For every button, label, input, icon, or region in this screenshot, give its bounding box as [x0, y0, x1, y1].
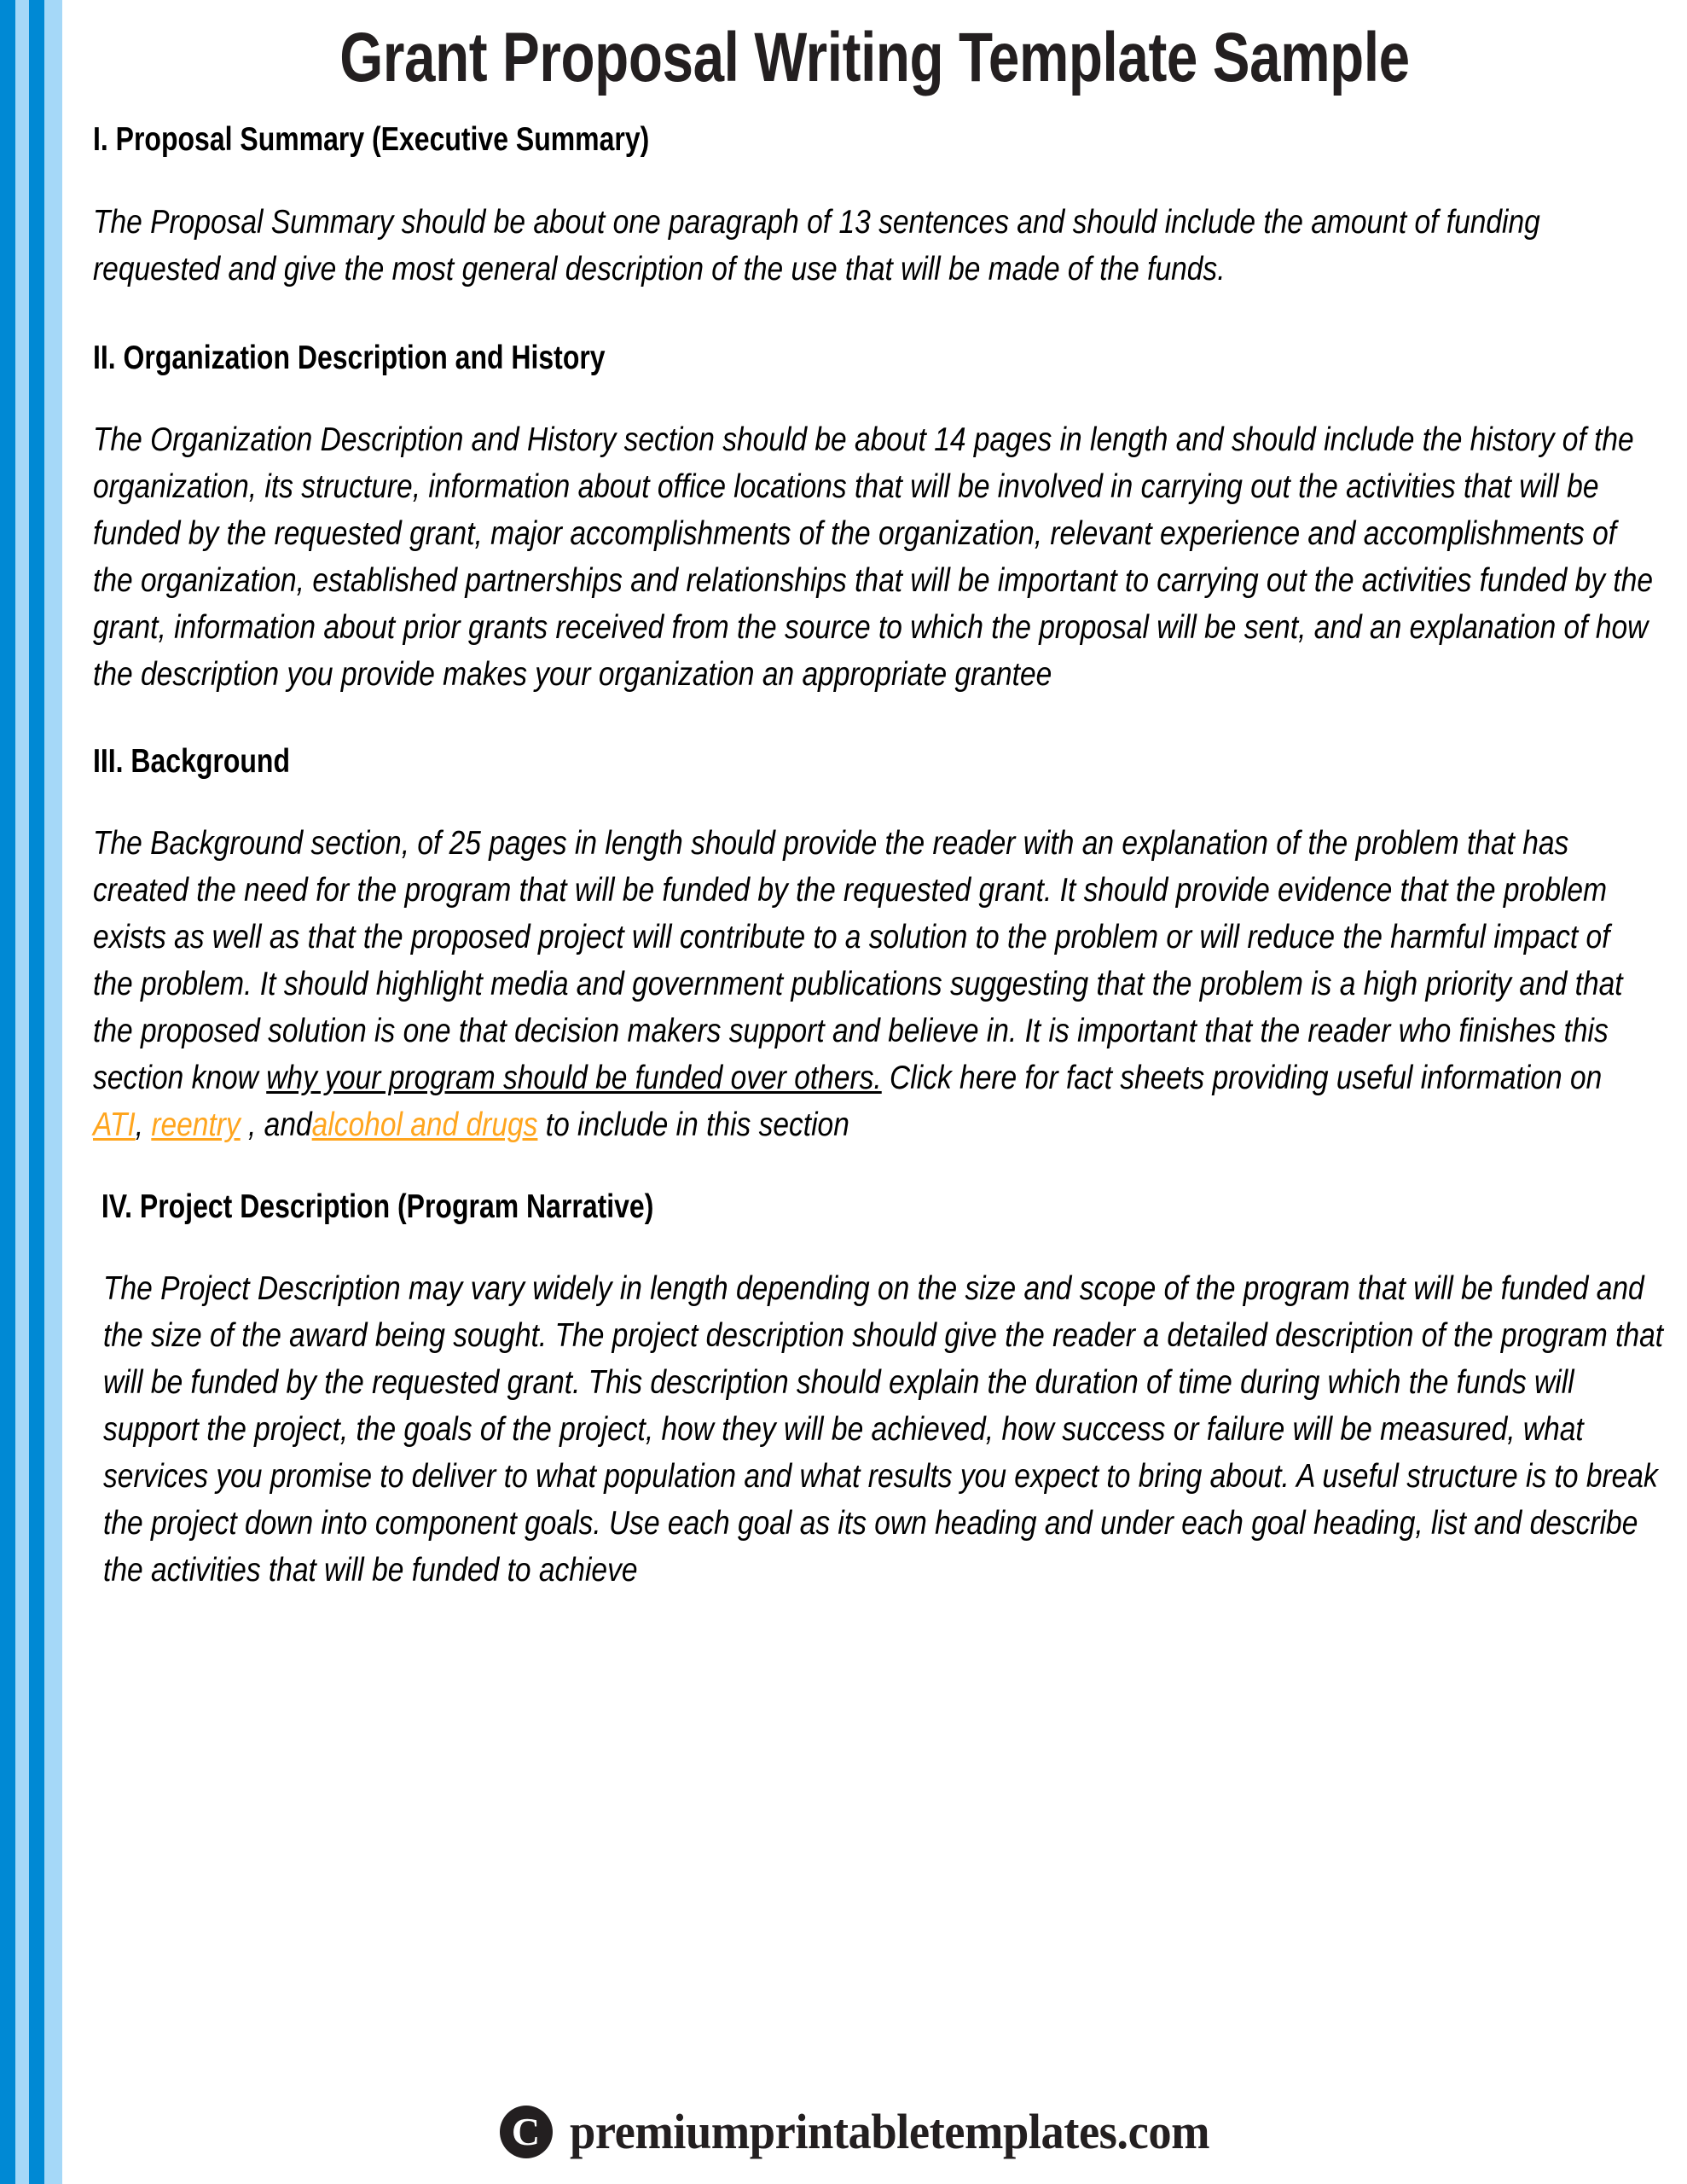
- section-body-iv: The Project Description may vary widely in length depending on the size and scope of the program that will be funded and the size of the award being sought. The project description should give the reader a detailed description of the program that will be funded by the requested grant. This description should explain the duration of time during which the funds will support the project, the goals of the project, how they will be achieved, how success or failure will be measured, what services you promise to deliver to what population and what results you expect to bring about. A useful structure is to break the project down into component goals. Use each goal as its own heading and under each goal heading, list and describe the activities that will be funded to achieve: [103, 1270, 1664, 1589]
- link-separator-2: , and: [240, 1107, 312, 1144]
- section-proposal-summary: [93, 122, 1656, 293]
- left-decorative-stripes: [0, 0, 62, 2184]
- section-organization-description: [93, 340, 1656, 698]
- section-project-description: [93, 1188, 1664, 1594]
- link-ati[interactable]: ATI: [93, 1107, 136, 1144]
- document-body: [62, 122, 1687, 1594]
- section-body-ii: The Organization Description and History section should be about 14 pages in length and should include the history of the organization, its structure, information about office locations that will be involved in carrying out the activities that will be funded by the requested grant, major accomplishments of the organization, relevant experience and accomplishments of the organization, established partnerships and relationships that will be important to carrying out the activities funded by the grant, information about prior grants received from the source to which the proposal will be sent, and an explanation of how the description you provide makes your organization an appropriate grantee: [93, 421, 1654, 694]
- stripe-dark-2: [29, 0, 44, 2184]
- copyright-icon: C: [500, 2106, 553, 2158]
- section-body-iii-part2: Click here for fact sheets providing useful information on: [881, 1060, 1603, 1097]
- link-reentry[interactable]: reentry: [151, 1107, 241, 1144]
- section-heading-iii: III. Background: [93, 743, 290, 781]
- document-page: [62, 0, 1687, 2184]
- stripe-dark-1: [0, 0, 15, 2184]
- section-body-iii: [93, 820, 1656, 1148]
- section-body-i: The Proposal Summary should be about one paragraph of 13 sentences and should include the amount of funding requested and give the most general description of the use that will be made of the funds.: [93, 204, 1540, 288]
- link-alcohol-and-drugs[interactable]: alcohol and drugs: [311, 1107, 538, 1144]
- footer-website-url: premiumprintabletemplates.com: [569, 2104, 1209, 2159]
- section-body-iii-part1: The Background section, of 25 pages in length should provide the reader with an explanation of the problem that has created the need for the program that will be funded by the requested grant. It should provide evidence that the problem exists as well as that the proposed project will contribute to a solution to the problem or will reduce the harmful impact of the problem. It should highlight media and government publications suggesting that the problem is a high priority and that the proposed solution is one that decision makers support and believe in. It is important that the reader who finishes this section know: [93, 825, 1623, 1097]
- section-background: [93, 744, 1656, 1148]
- page-title: Grant Proposal Writing Template Sample: [339, 19, 1410, 96]
- stripe-light-1: [15, 0, 29, 2184]
- section-heading-i: I. Proposal Summary (Executive Summary): [93, 120, 650, 158]
- section-body-iii-part3: to include in this section: [537, 1107, 849, 1144]
- stripe-light-2: [44, 0, 62, 2184]
- underlined-phrase: why your program should be funded over others.: [266, 1060, 882, 1097]
- section-heading-iv: IV. Project Description (Program Narrative): [101, 1188, 654, 1226]
- section-heading-ii: II. Organization Description and History: [93, 340, 606, 377]
- link-separator-1: ,: [135, 1107, 152, 1144]
- page-footer: [62, 2103, 1687, 2160]
